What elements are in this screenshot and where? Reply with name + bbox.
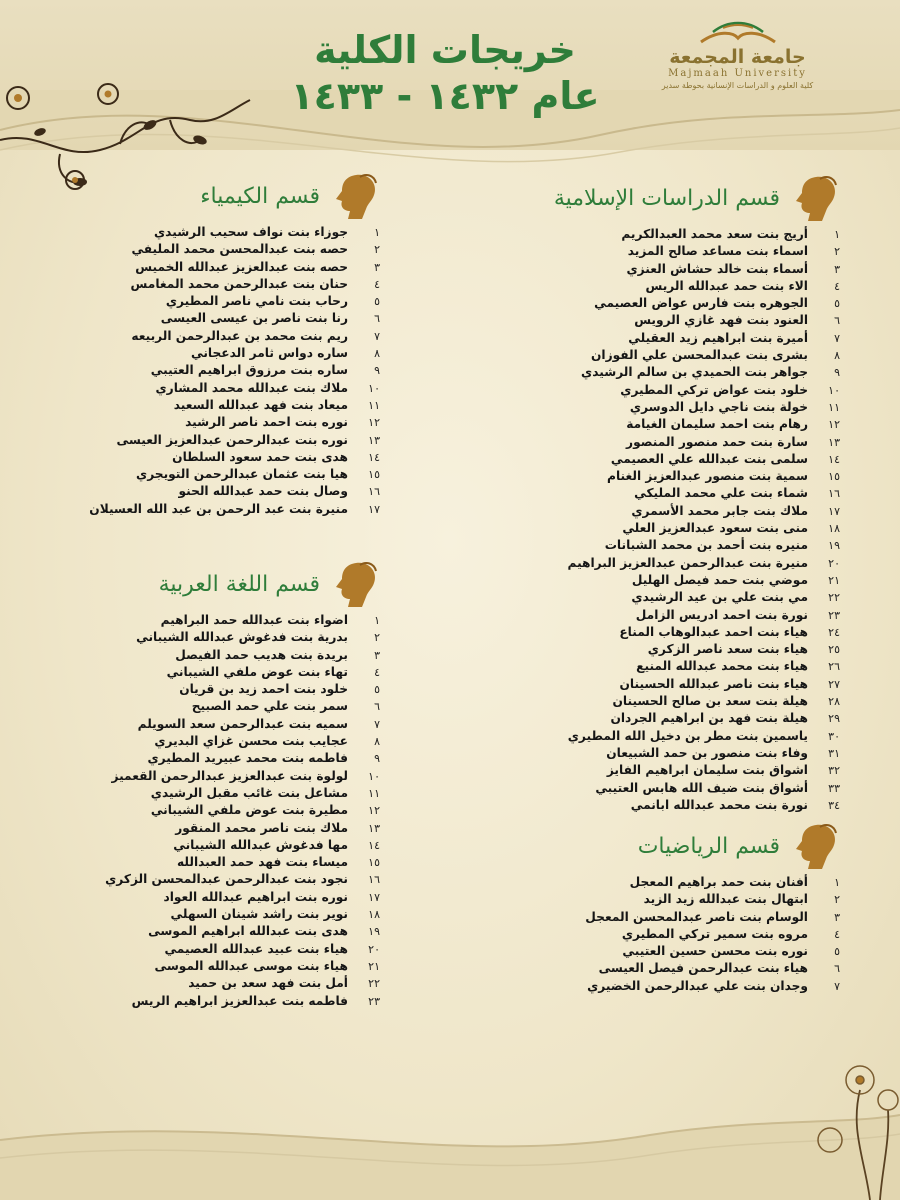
woman-silhouette-icon <box>786 171 840 225</box>
graduate-name: فاطمه بنت عبدالعزيز ابراهيم الريس <box>131 993 348 1008</box>
graduate-list <box>540 226 840 814</box>
graduate-name: منيرة بنت عبدالرحمن عبدالعزيز البراهيم <box>567 555 808 570</box>
list-item <box>10 647 380 664</box>
list-item <box>10 993 380 1010</box>
list-item <box>10 293 380 310</box>
list-item <box>540 503 840 520</box>
list-item <box>540 226 840 243</box>
graduate-name: حصه بنت عبدالعزيز عبدالله الخميس <box>135 259 348 274</box>
list-item <box>10 345 380 362</box>
graduate-name: الجوهره بنت فارس عواض العصيمي <box>594 296 808 311</box>
list-item <box>540 572 840 589</box>
list-item <box>10 483 380 500</box>
item-number: ٢١ <box>828 573 840 587</box>
graduate-name: نوير بنت راشد شينان السهلي <box>170 907 348 922</box>
item-number: ٣٠ <box>828 729 840 743</box>
item-number: ٣٣ <box>828 781 840 795</box>
list-item <box>10 854 380 871</box>
graduate-name: ملاك بنت عبدالله محمد المشاري <box>155 380 348 395</box>
list-item <box>540 468 840 485</box>
item-number: ٨ <box>834 349 840 363</box>
list-item <box>540 382 840 399</box>
item-number: ١٦ <box>368 873 380 887</box>
item-number: ٢ <box>834 245 840 259</box>
list-item <box>10 785 380 802</box>
item-number: ٧ <box>374 329 380 343</box>
list-item <box>540 537 840 554</box>
graduate-name: منى بنت سعود عبدالعزيز العلي <box>622 521 808 536</box>
graduate-name: وفاء بنت منصور بن حمد الشبيعان <box>606 745 808 760</box>
graduate-name: مشاعل بنت غائب مقبل الرشيدي <box>150 785 348 800</box>
list-item <box>10 698 380 715</box>
item-number: ١٤ <box>368 450 380 464</box>
item-number: ١٧ <box>368 890 380 904</box>
item-number: ٣ <box>834 262 840 276</box>
graduate-name: أفنان بنت حمد براهيم المعجل <box>629 875 808 889</box>
graduate-name: بريدة بنت هديب حمد الفيصل <box>175 647 348 662</box>
graduate-name: ساره بنت مرزوق ابراهيم العتيبي <box>150 363 348 378</box>
graduate-name: اسماء بنت مساعد صالح المزيد <box>627 244 808 259</box>
graduate-name: ميعاد بنت فهد عبدالله السعيد <box>173 397 348 412</box>
list-item <box>10 681 380 698</box>
list-item <box>540 874 840 891</box>
graduate-name: تهاء بنت عوض ملفي الشيباني <box>166 664 348 679</box>
graduate-name: سلمى بنت عبدالله علي العصيمي <box>610 451 808 466</box>
list-item <box>540 710 840 727</box>
graduate-name: هيا بنت عثمان عبدالرحمن التويجري <box>136 467 348 482</box>
graduate-name: هيلة بنت فهد بن ابراهيم الجردان <box>610 711 808 726</box>
graduate-name: شماء بنت علي محمد المليكي <box>634 486 808 501</box>
list-item <box>10 941 380 958</box>
item-number: ٢٣ <box>828 608 840 622</box>
graduate-name: هياء بنت محمد عبدالله المنيع <box>636 659 808 674</box>
graduate-name: أميرة بنت ابراهيم زيد العقيلي <box>628 330 808 345</box>
graduate-name: لولوة بنت عبدالعزيز عبدالرحمن القعميز <box>111 768 348 783</box>
section-header <box>10 168 380 224</box>
list-item <box>540 978 840 995</box>
list-item <box>540 607 840 624</box>
item-number: ٢٤ <box>828 625 840 639</box>
item-number: ١ <box>834 876 840 889</box>
list-item <box>540 676 840 693</box>
item-number: ٨ <box>374 735 380 749</box>
woman-silhouette-icon <box>786 819 840 873</box>
graduate-name: أمل بنت فهد سعد بن حميد <box>188 976 348 991</box>
graduate-name: نوره بنت محسن حسين العتيبي <box>622 944 808 959</box>
graduate-name: هياء بنت عبيد عبدالله العصيمي <box>164 941 348 956</box>
list-item <box>10 871 380 888</box>
graduate-name: هدى بنت حمد سعود السلطان <box>172 449 348 464</box>
graduate-name: نوره بنت عبدالرحمن عبدالعزيز العيسى <box>116 432 348 447</box>
item-number: ٢٠ <box>828 556 840 570</box>
list-item <box>540 745 840 762</box>
item-number: ٢٧ <box>828 677 840 691</box>
graduate-name: خلود بنت عواض تركي المطيري <box>620 382 808 397</box>
graduate-name: مروه بنت سمير تركي المطيري <box>621 926 808 941</box>
graduate-name: سميه بنت عبدالرحمن سعد السويلم <box>137 716 348 731</box>
graduate-name: سمية بنت منصور عبدالعزيز الغنام <box>607 469 808 484</box>
list-item <box>10 466 380 483</box>
graduate-name: هيلة بنت سعد بن صالح الحسينان <box>612 694 808 709</box>
section-header <box>10 556 380 612</box>
graduate-name: ساره دواس ثامر الدعجاني <box>191 346 348 361</box>
list-item <box>10 501 380 518</box>
graduate-name: مي بنت علي بن عيد الرشيدي <box>631 590 808 605</box>
graduate-name: وجدان بنت علي عبدالرحمن الخضيري <box>587 978 808 993</box>
item-number: ٩ <box>374 364 380 378</box>
graduate-name: ميساء بنت فهد حمد العبدالله <box>177 855 348 870</box>
floral-ornament-bottom-right <box>810 1030 900 1200</box>
graduate-name: هياء بنت موسى عبدالله الموسى <box>154 958 348 973</box>
graduate-name: منيره بنت أحمد بن محمد الشبانات <box>604 538 808 553</box>
item-number: ٢ <box>374 631 380 645</box>
list-item <box>10 224 380 241</box>
woman-silhouette-icon <box>326 169 380 223</box>
item-number: ٩ <box>374 752 380 766</box>
graduate-name: حصه بنت عبدالمحسن محمد المليفي <box>131 242 348 257</box>
list-item <box>540 624 840 641</box>
list-item <box>540 658 840 675</box>
item-number: ١٣ <box>828 435 840 449</box>
item-number: ١٣ <box>368 821 380 835</box>
list-item <box>540 520 840 537</box>
item-number: ٦ <box>374 312 380 326</box>
item-number: ٥ <box>374 295 380 309</box>
graduate-name: ملاك بنت ناصر محمد المنقور <box>175 820 348 835</box>
graduate-name: مطيرة بنت عوض ملفي الشيباني <box>150 803 348 818</box>
item-number: ٢٢ <box>828 591 840 605</box>
list-item <box>540 485 840 502</box>
item-number: ١٥ <box>828 470 840 484</box>
list-item <box>540 762 840 779</box>
graduate-name: جوزاء بنت نواف سحيب الرشيدي <box>154 225 348 239</box>
logo-college-name: كلية العلوم و الدراسات الإنسانية بحوطة سدير <box>661 81 814 90</box>
item-number: ٧ <box>834 331 840 345</box>
item-number: ١٩ <box>368 925 380 939</box>
item-number: ١٤ <box>828 452 840 466</box>
woman-silhouette-icon <box>326 557 380 611</box>
list-item <box>540 278 840 295</box>
item-number: ٣٢ <box>828 764 840 778</box>
list-item <box>540 364 840 381</box>
item-number: ٢١ <box>368 959 380 973</box>
section-chemistry <box>10 168 380 518</box>
graduate-name: ملاك بنت جابر محمد الأسمري <box>631 503 808 518</box>
university-logo <box>650 18 825 118</box>
graduate-name: الاء بنت حمد عبدالله الريس <box>645 278 808 293</box>
list-item <box>10 612 380 629</box>
graduate-name: أريج بنت سعد محمد العبدالكريم <box>621 227 808 241</box>
graduate-name: اضواء بنت عبدالله حمد البراهيم <box>160 613 348 627</box>
list-item <box>10 380 380 397</box>
list-item <box>540 943 840 960</box>
item-number: ١٠ <box>368 381 380 395</box>
item-number: ٣١ <box>828 746 840 760</box>
item-number: ٤ <box>834 279 840 293</box>
item-number: ١٢ <box>368 416 380 430</box>
item-number: ٢٢ <box>368 977 380 991</box>
graduate-name: منيرة بنت عبد الرحمن بن عبد الله العسيلان <box>89 501 348 516</box>
graduate-name: رحاب بنت نامي ناصر المطيري <box>165 294 348 309</box>
item-number: ١٢ <box>368 804 380 818</box>
graduate-name: خلود بنت احمد زيد بن قريان <box>179 682 348 697</box>
graduate-name: هياء بنت ناصر عبدالله الحسينان <box>619 676 808 691</box>
section-mathematics <box>540 818 840 995</box>
graduate-name: نجود بنت عبدالرحمن عبدالمحسن الزكري <box>105 872 348 887</box>
section-title: قسم الدراسات الإسلامية <box>553 185 780 211</box>
item-number: ٥ <box>834 945 840 959</box>
graduate-name: نورة بنت احمد ادريس الزامل <box>635 607 808 622</box>
item-number: ٤ <box>834 927 840 941</box>
list-item <box>10 259 380 276</box>
list-item <box>10 414 380 431</box>
list-item <box>10 820 380 837</box>
item-number: ١ <box>374 226 380 239</box>
list-item <box>540 451 840 468</box>
page-title <box>280 28 610 120</box>
item-number: ٢٨ <box>828 695 840 709</box>
list-item <box>540 312 840 329</box>
list-item <box>540 780 840 797</box>
item-number: ٦ <box>834 962 840 976</box>
section-title: قسم الرياضيات <box>637 833 780 859</box>
graduate-name: هياء بنت احمد عبدالوهاب المناع <box>619 624 808 639</box>
section-header <box>540 818 840 874</box>
item-number: ١٩ <box>828 539 840 553</box>
item-number: ٢ <box>834 893 840 907</box>
item-number: ١٤ <box>368 838 380 852</box>
list-item <box>540 891 840 908</box>
graduate-name: نوره بنت احمد ناصر الرشيد <box>185 415 348 430</box>
item-number: ١ <box>834 228 840 241</box>
list-item <box>540 909 840 926</box>
logo-english-name: Majmaah University <box>668 68 807 79</box>
item-number: ١٨ <box>368 908 380 922</box>
graduate-name: هدى بنت عبدالله ابراهيم الموسى <box>148 924 348 939</box>
item-number: ١٥ <box>368 468 380 482</box>
item-number: ١٠ <box>828 383 840 397</box>
item-number: ٢٣ <box>368 994 380 1008</box>
graduate-name: اشواق بنت سليمان ابراهيم الفايز <box>606 763 808 778</box>
list-item <box>10 958 380 975</box>
item-number: ٥ <box>834 297 840 311</box>
graduate-name: هياء بنت سعد ناصر الزكري <box>647 642 808 657</box>
graduate-name: خولة بنت ناجي دايل الدوسري <box>629 399 808 414</box>
list-item <box>540 641 840 658</box>
graduate-name: عجايب بنت محسن غزاي البديري <box>154 734 348 749</box>
section-title: قسم الكيمياء <box>200 183 320 209</box>
graduate-name: جواهر بنت الحميدي بن سالم الرشيدي <box>581 365 808 380</box>
section-title: قسم اللغة العربية <box>158 571 320 597</box>
graduate-name: سمر بنت علي حمد الصبيح <box>191 699 348 714</box>
list-item <box>10 664 380 681</box>
graduate-name: موضي بنت حمد فيصل الهليل <box>631 572 808 587</box>
list-item <box>540 797 840 814</box>
item-number: ٩ <box>834 366 840 380</box>
item-number: ١١ <box>368 786 380 800</box>
item-number: ٦ <box>834 314 840 328</box>
list-item <box>10 629 380 646</box>
item-number: ٢٥ <box>828 643 840 657</box>
list-item <box>540 243 840 260</box>
item-number: ١٦ <box>368 485 380 499</box>
graduate-name: ريم بنت محمد بن عبدالرحمن الربيعه <box>131 328 348 343</box>
section-islamic-studies <box>540 170 840 814</box>
list-item <box>10 432 380 449</box>
list-item <box>10 397 380 414</box>
list-item <box>10 362 380 379</box>
graduate-name: أسماء بنت خالد حشاش العنزي <box>626 261 808 276</box>
graduate-name: مها فدغوش عبدالله الشيباني <box>173 837 348 852</box>
list-item <box>10 923 380 940</box>
graduate-name: الوسام بنت ناصر عبدالمحسن المعجل <box>585 909 808 924</box>
list-item <box>10 733 380 750</box>
list-item <box>540 261 840 278</box>
list-item <box>540 416 840 433</box>
section-arabic-language <box>10 556 380 1010</box>
graduate-name: رهام بنت احمد سليمان الغيامة <box>626 417 808 432</box>
list-item <box>540 728 840 745</box>
graduate-name: رنا بنت ناصر بن عيسى العيسى <box>160 311 348 326</box>
list-item <box>10 276 380 293</box>
title-line-2: عام ١٤٣٢ - ١٤٣٣ <box>290 74 600 118</box>
item-number: ٨ <box>374 347 380 361</box>
list-item <box>10 768 380 785</box>
item-number: ٣ <box>374 648 380 662</box>
item-number: ٧ <box>374 717 380 731</box>
graduate-list <box>10 612 380 1010</box>
list-item <box>540 295 840 312</box>
graduate-name: أشواق بنت ضيف الله هابس العتيبي <box>595 780 808 795</box>
graduate-list <box>540 874 840 995</box>
item-number: ١٥ <box>368 856 380 870</box>
list-item <box>540 399 840 416</box>
item-number: ١١ <box>828 400 840 414</box>
item-number: ١٦ <box>828 487 840 501</box>
item-number: ٤ <box>374 277 380 291</box>
item-number: ٦ <box>374 700 380 714</box>
list-item <box>540 330 840 347</box>
list-item <box>540 693 840 710</box>
list-item <box>10 241 380 258</box>
list-item <box>10 975 380 992</box>
list-item <box>10 310 380 327</box>
item-number: ١٣ <box>368 433 380 447</box>
list-item <box>540 960 840 977</box>
item-number: ٢٩ <box>828 712 840 726</box>
logo-arabic-name: جامعة المجمعة <box>669 46 806 68</box>
graduate-name: ابتهال بنت عبدالله زيد الزيد <box>643 892 808 907</box>
list-item <box>10 716 380 733</box>
list-item <box>540 555 840 572</box>
item-number: ٢٠ <box>368 942 380 956</box>
list-item <box>10 449 380 466</box>
item-number: ١٠ <box>368 769 380 783</box>
graduate-name: نوره بنت ابراهيم عبدالله العواد <box>163 889 348 904</box>
graduate-name: بدرية بنت فدغوش عبدالله الشيباني <box>136 630 348 645</box>
list-item <box>540 434 840 451</box>
list-item <box>10 889 380 906</box>
item-number: ١٢ <box>828 418 840 432</box>
graduate-name: وصال بنت حمد عبدالله الحنو <box>178 484 348 499</box>
item-number: ٢ <box>374 243 380 257</box>
list-item <box>10 837 380 854</box>
list-item <box>10 328 380 345</box>
item-number: ٤ <box>374 665 380 679</box>
item-number: ٧ <box>834 979 840 993</box>
item-number: ٣ <box>374 260 380 274</box>
section-header <box>540 170 840 226</box>
item-number: ٥ <box>374 683 380 697</box>
graduate-name: حنان بنت عبدالرحمن محمد المغامس <box>130 276 348 291</box>
graduate-name: هياء بنت عبدالرحمن فيصل العيسى <box>598 961 808 976</box>
graduate-list <box>10 224 380 518</box>
list-item <box>540 347 840 364</box>
list-item <box>10 906 380 923</box>
item-number: ١٧ <box>828 504 840 518</box>
item-number: ٢٦ <box>828 660 840 674</box>
graduate-name: العنود بنت فهد غازي الرويس <box>634 313 808 328</box>
list-item <box>10 750 380 767</box>
item-number: ١١ <box>368 398 380 412</box>
title-line-1: خريجات الكلية <box>314 28 576 72</box>
graduate-name: بشرى بنت عبدالمحسن علي الفوزان <box>591 348 808 363</box>
list-item <box>540 589 840 606</box>
list-item <box>10 802 380 819</box>
item-number: ١٧ <box>368 502 380 516</box>
graduate-name: سارة بنت حمد منصور المنصور <box>626 434 808 449</box>
item-number: ٣٤ <box>828 798 840 812</box>
item-number: ١٨ <box>828 522 840 536</box>
graduate-name: فاطمه بنت محمد عبيريد المطيري <box>147 751 348 766</box>
item-number: ٣ <box>834 910 840 924</box>
graduate-name: نورة بنت محمد عبدالله ابانمي <box>630 797 808 812</box>
list-item <box>540 926 840 943</box>
item-number: ١ <box>374 614 380 627</box>
graduate-name: ياسمين بنت مطر بن دخيل الله المطيري <box>567 728 808 743</box>
footer-wave <box>0 1100 900 1200</box>
